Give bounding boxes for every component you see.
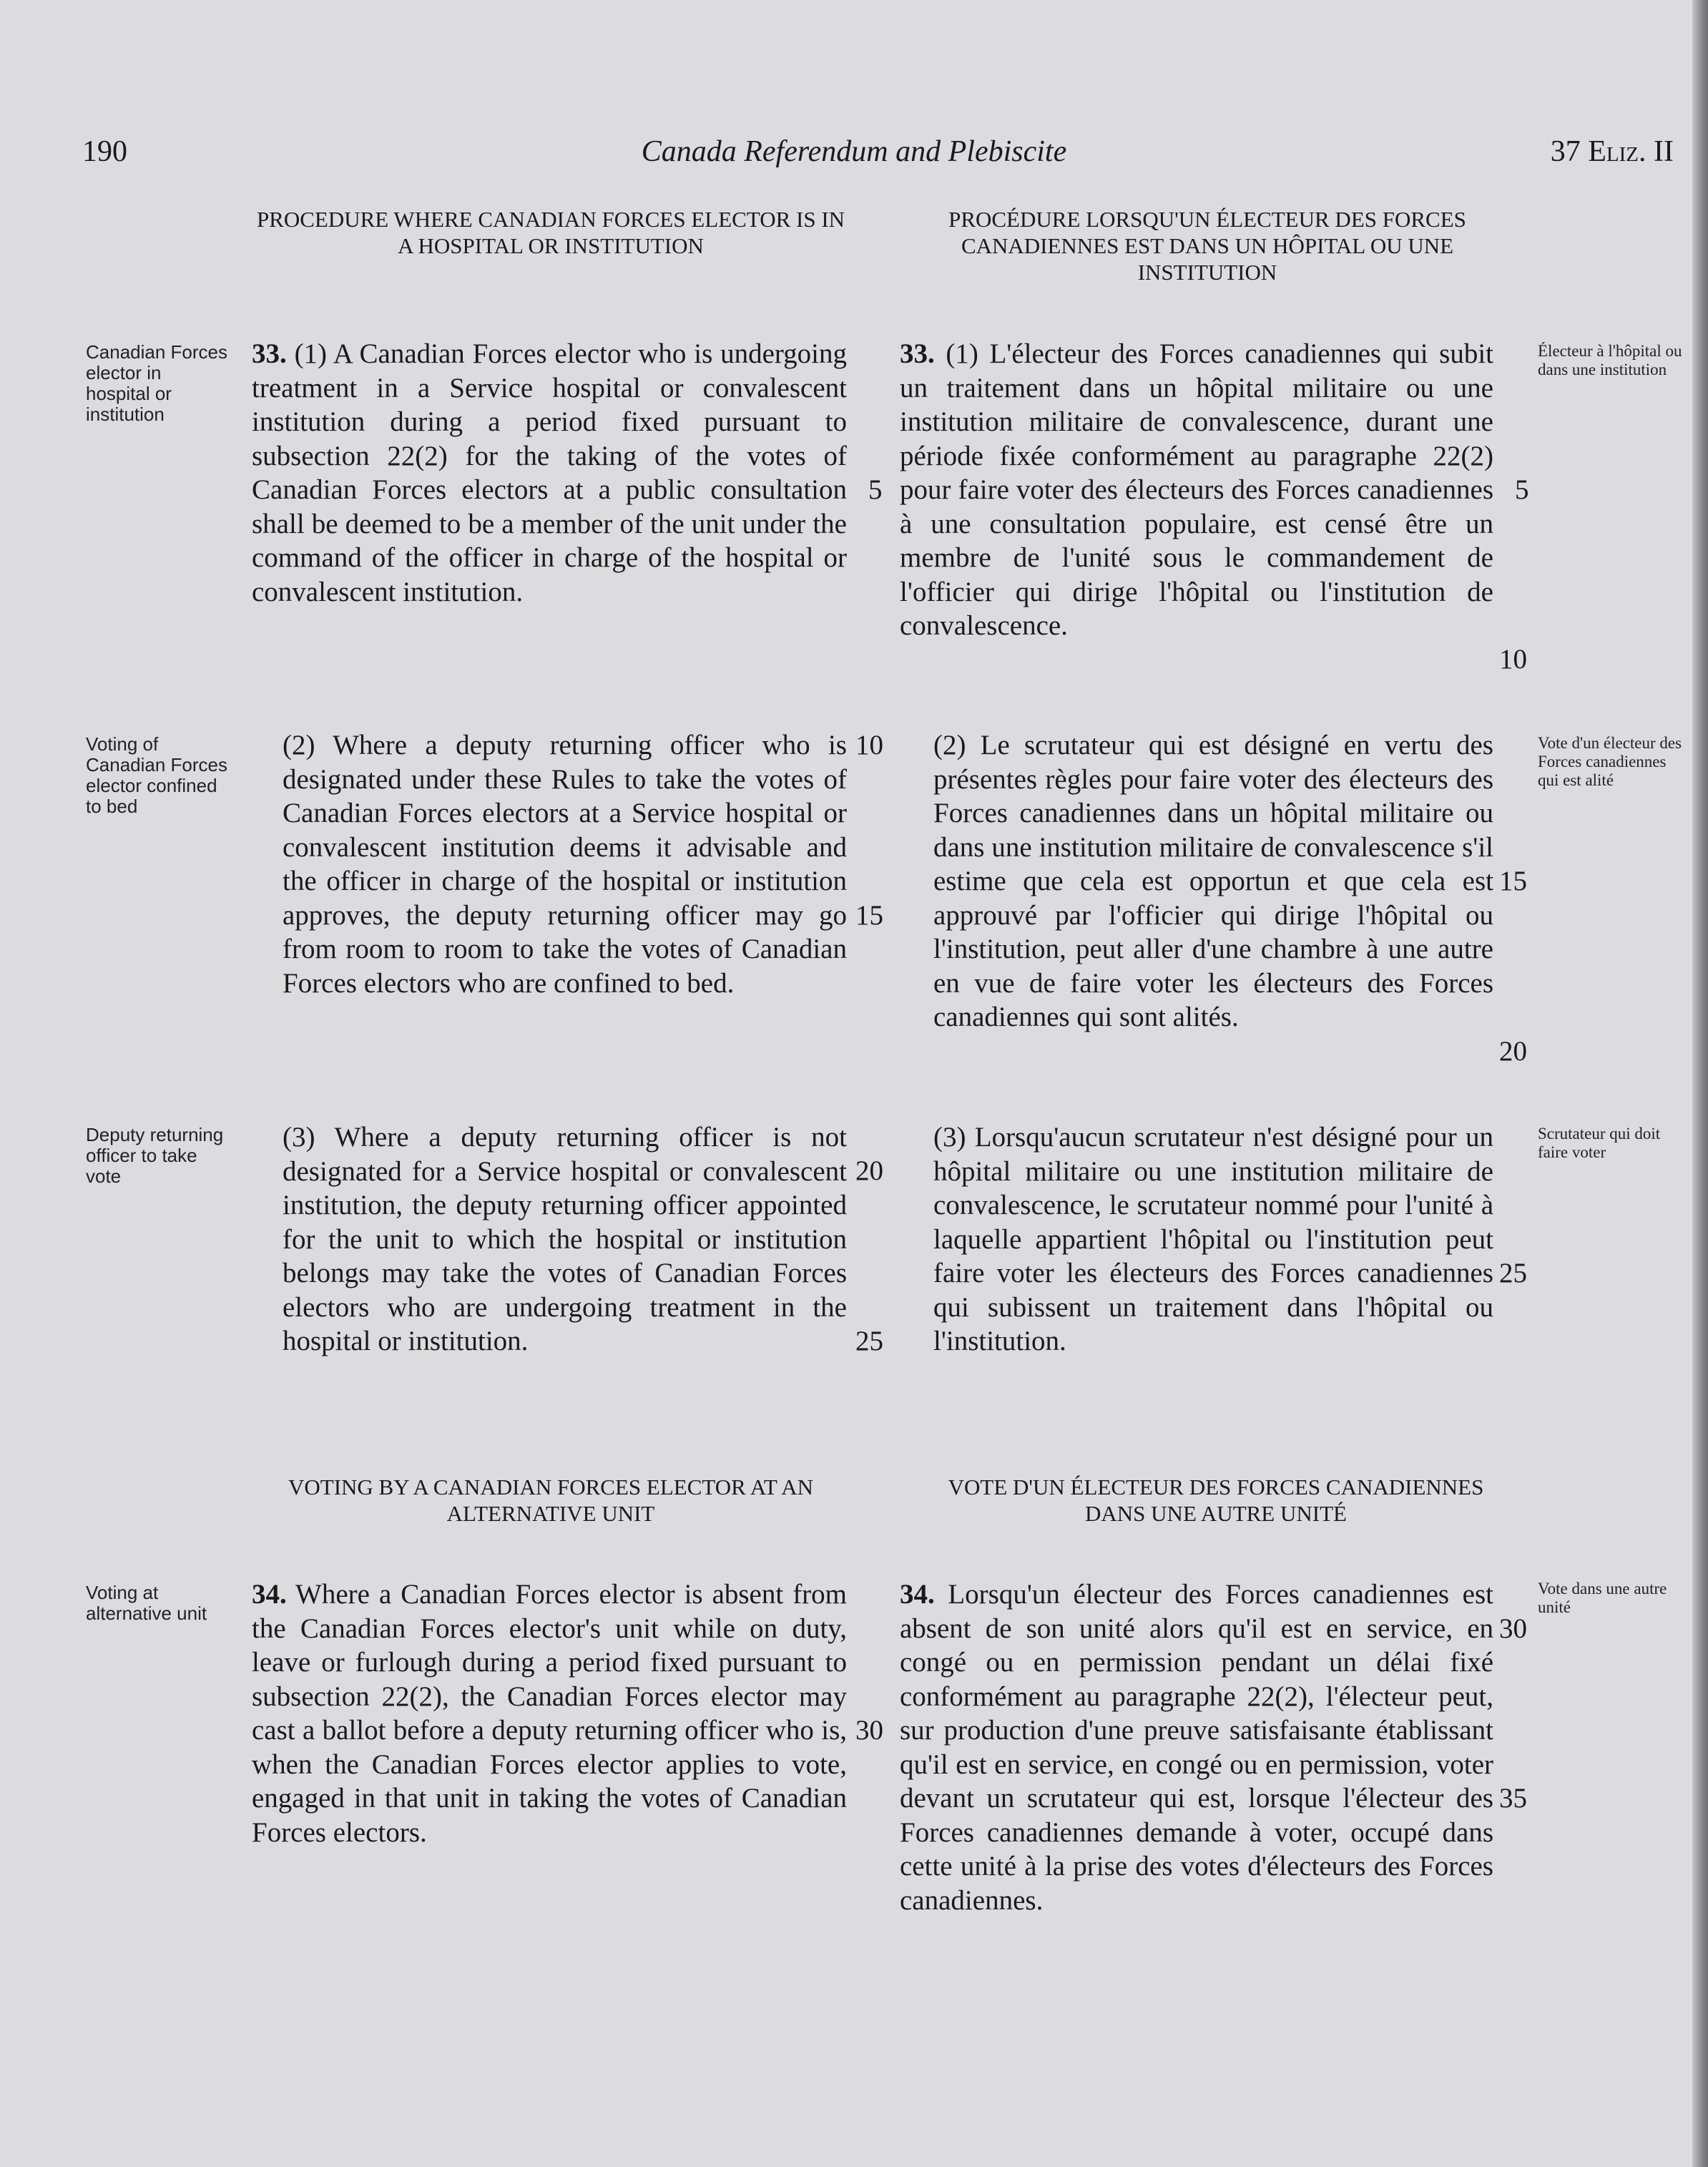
line-number-en: 15	[855, 900, 883, 931]
section-heading-en: PROCEDURE WHERE CANADIAN FORCES ELECTOR IS IN A HOSPITAL OR INSTITUTION	[256, 207, 845, 258]
page-edge-shadow	[1692, 0, 1708, 2167]
line-number-fr: 30	[1499, 1613, 1527, 1644]
regnal-year-number: 37	[1550, 135, 1581, 168]
section-number: 33.	[900, 338, 935, 369]
page-number: 190	[82, 135, 127, 168]
line-number-en: 20	[855, 1155, 883, 1186]
line-number-en: 25	[855, 1326, 883, 1356]
provision-body: Where a Canadian Forces elector is absent from the Canadian Forces elector's unit while on duty, leave or furlough during a period fixed pursuant to subsection 22(2), the Canadian Forces elector may cast a ballot before a deputy returning officer who is, when the Canadian Forces elector applies to vote, engaged in that unit in taking the votes of Canadian Forces electors.	[252, 1579, 848, 1848]
section-heading-fr: PROCÉDURE LORSQU'UN ÉLECTEUR DES FORCES CANADIENNES EST DANS UN HÔPITAL OU UNE INSTITUTION	[948, 207, 1466, 285]
marginal-note-en: Canadian Forces elector in hospital or institution	[86, 341, 227, 425]
provision-body: Lorsqu'un électeur des Forces canadiennes est absent de son unité alors qu'il est en service, en congé ou en permission pendant un délai fixé conformément au paragraphe 22(2), l'électeur peut, sur production d'une preuve satisfaisante établissant qu'il est en service, en congé ou en permission, voter devant un scrutateur qui est, lorsque l'électeur des Forces canadiennes demande à voter, occupé dans cette unité à la prise des votes d'électeurs des Forces canadiennes.	[900, 1579, 1494, 1916]
line-number-fr: 10	[1499, 644, 1527, 675]
regnal-year-roman: II	[1654, 135, 1674, 168]
marginal-note-fr: Vote dans une autre unité	[1538, 1580, 1667, 1616]
marginal-note-en: Deputy returning officer to take vote	[86, 1124, 224, 1187]
provision-text-en	[283, 728, 847, 1000]
provision-text-fr	[933, 1120, 1493, 1359]
line-number-fr: 20	[1499, 1036, 1527, 1067]
marginal-note-en: Voting of Canadian Forces elector confined to bed	[86, 733, 227, 817]
line-number-en: 5	[868, 474, 883, 505]
provision-text-fr	[900, 1577, 1493, 1917]
provision-text-fr	[933, 728, 1493, 1034]
section-number: 34.	[900, 1579, 935, 1610]
provision-text-en	[252, 337, 847, 609]
line-number-en: 30	[855, 1715, 883, 1746]
line-number-fr: 25	[1499, 1258, 1527, 1288]
provision-body: (3) Lorsqu'aucun scrutateur n'est désigné pour un hôpital militaire ou une institution militaire de convalescence, le scrutateur nommé pour l'unité à laquelle appartient l'hôpital ou l'institution peut faire voter les électeurs des Forces canadiennes qui subissent un traitement dans l'hôpital ou l'institution.	[933, 1122, 1493, 1356]
line-number-en: 10	[855, 730, 883, 760]
line-number-fr: 35	[1499, 1783, 1527, 1814]
provision-body: (3) Where a deputy returning officer is not designated for a Service hospital or convalescent institution, the deputy returning officer appointed for the unit to which the hospital or institution belongs may take the votes of Canadian Forces electors who are undergoing treatment in the hospital or institution.	[283, 1122, 847, 1356]
regnal-year	[1551, 134, 1674, 169]
marginal-note-fr: Électeur à l'hôpital ou dans une institution	[1538, 342, 1682, 378]
provision-text-en	[252, 1577, 847, 1849]
provision-body: (1) L'électeur des Forces canadiennes qui subit un traitement dans un hôpital militaire ou une institution militaire de convalescence, durant une période fixée conformément au paragraphe 22(2) pour faire voter des électeurs des Forces canadiennes à une consultation populaire, est censé être un membre de l'unité sous le commandement de l'officier qui dirige l'hôpital ou l'institution de convalescence.	[900, 338, 1494, 641]
provision-body: (2) Le scrutateur qui est désigné en vertu des présentes règles pour faire voter des électeurs des Forces canadiennes dans un hôpital militaire ou dans une institution militaire de convalescence s'il estime que cela est opportun et que cela est approuvé par l'officier qui dirige l'hôpital ou l'institution, peut aller d'une chambre à une autre en vue de faire voter les électeurs des Forces canadiennes qui sont alités.	[933, 730, 1493, 1032]
provision-text-fr	[900, 337, 1493, 643]
marginal-note-fr: Scrutateur qui doit faire voter	[1538, 1125, 1661, 1161]
provision-text-en	[283, 1120, 847, 1359]
line-number-fr: 15	[1499, 866, 1527, 896]
running-title: Canada Referendum and Plebiscite	[641, 135, 1067, 168]
section-heading-en: VOTING BY A CANADIAN FORCES ELECTOR AT AN ALTERNATIVE UNIT	[288, 1474, 814, 1526]
provision-body: (1) A Canadian Forces elector who is undergoing treatment in a Service hospital or convalescent institution during a period fixed pursuant to subsection 22(2) for the taking of the votes of Canadian Forces electors at a public consultation shall be deemed to be a member of the unit under the command of the officer in charge of the hospital or convalescent institution.	[252, 338, 847, 607]
regnal-year-sovereign: Eliz.	[1588, 135, 1646, 168]
section-number: 33.	[252, 338, 287, 369]
marginal-note-en: Voting at alternative unit	[86, 1582, 207, 1624]
section-number: 34.	[252, 1579, 287, 1610]
provision-body: (2) Where a deputy returning officer who is designated under these Rules to take the votes of Canadian Forces electors at a Service hospital or convalescent institution deems it advisable and the officer in charge of the hospital or institution approves, the deputy returning officer may go from room to room to take the votes of Canadian Forces electors who are confined to bed.	[283, 730, 847, 999]
section-heading-fr: VOTE D'UN ÉLECTEUR DES FORCES CANADIENNES DANS UNE AUTRE UNITÉ	[948, 1474, 1484, 1526]
marginal-note-fr: Vote d'un électeur des Forces canadiennes qui est alité	[1538, 734, 1682, 789]
line-number-fr: 5	[1515, 474, 1529, 505]
